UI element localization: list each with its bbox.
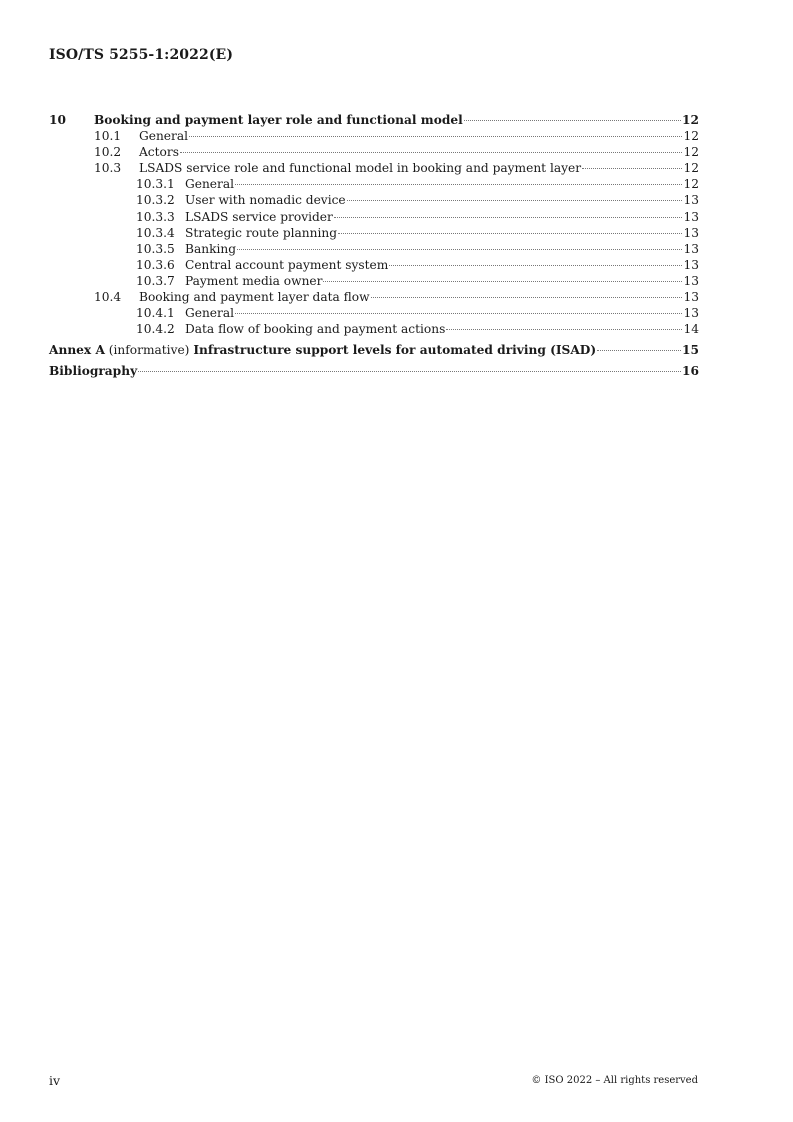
toc-number: 10.3.3 — [136, 209, 175, 224]
toc-page-number: 16 — [682, 364, 699, 379]
footer-page-number: iv — [49, 1073, 61, 1088]
dot-leader — [235, 313, 682, 314]
dot-leader — [464, 120, 681, 121]
toc-number: 10.3.1 — [136, 177, 175, 192]
toc-title: Central account payment system — [185, 257, 389, 272]
toc-entry-10-4-2[interactable] — [49, 321, 699, 337]
annex-note: (informative) — [108, 343, 190, 358]
toc-title: Bibliography — [49, 364, 138, 379]
toc-title: Data flow of booking and payment actions — [185, 322, 446, 337]
toc-title: General — [139, 129, 188, 144]
dot-leader — [235, 184, 682, 185]
annex-prefix: Annex A — [49, 343, 105, 358]
toc-number: 10.4.1 — [136, 306, 175, 321]
dot-leader — [597, 350, 681, 351]
toc-page-number: 12 — [683, 145, 699, 160]
toc-title: LSADS service role and functional model in booking and payment layer — [139, 161, 582, 176]
toc-number: 10 — [49, 113, 66, 127]
dot-leader — [334, 217, 683, 218]
footer-copyright: © ISO 2022 – All rights reserved — [531, 1075, 698, 1086]
toc-page-number: 13 — [683, 273, 699, 288]
toc-entry-10-4-1[interactable] — [49, 305, 699, 321]
toc-entry-10-3-3[interactable] — [49, 209, 699, 225]
toc-page-number: 13 — [683, 193, 699, 208]
toc-number: 10.2 — [94, 145, 122, 160]
toc-entry-10-3-2[interactable] — [49, 192, 699, 208]
toc-entry-10-3-6[interactable] — [49, 257, 699, 273]
toc-number: 10.3.6 — [136, 257, 175, 272]
toc-page-number: 12 — [683, 177, 699, 192]
dot-leader — [237, 249, 682, 250]
dot-leader — [389, 265, 682, 266]
toc-entry-10-2[interactable] — [49, 144, 699, 160]
toc-title: General — [185, 177, 234, 192]
toc-title: General — [185, 306, 234, 321]
toc-page-number: 15 — [682, 343, 699, 358]
toc-title: User with nomadic device — [185, 193, 346, 208]
dot-leader — [180, 152, 683, 153]
toc-entry-annex-a[interactable] — [49, 342, 699, 358]
toc-number: 10.4 — [94, 290, 122, 305]
dot-leader — [138, 371, 681, 372]
toc-entry-bibliography[interactable] — [49, 363, 699, 379]
toc-entry-10-1[interactable] — [49, 128, 699, 144]
toc-number: 10.3.5 — [136, 241, 175, 256]
dot-leader — [189, 136, 682, 137]
toc-entry-10-3[interactable] — [49, 160, 699, 176]
toc-page-number: 13 — [683, 290, 699, 305]
toc-title: Booking and payment layer role and functional model — [94, 113, 463, 127]
toc-entry-10-4[interactable] — [49, 289, 699, 305]
document-id: ISO/TS 5255-1:2022(E) — [49, 47, 234, 63]
toc-page-number: 13 — [683, 209, 699, 224]
toc-title: Booking and payment layer data flow — [139, 290, 370, 305]
toc-title: Actors — [139, 145, 179, 160]
toc-entry-clause-10[interactable] — [49, 112, 699, 128]
toc-page-number: 13 — [683, 306, 699, 321]
toc-page-number: 13 — [683, 257, 699, 272]
dot-leader — [371, 297, 683, 298]
toc-number: 10.1 — [94, 129, 122, 144]
toc-title: LSADS service provider — [185, 209, 333, 224]
toc-title: Payment media owner — [185, 273, 323, 288]
toc-number: 10.3.4 — [136, 225, 175, 240]
dot-leader — [323, 281, 682, 282]
toc-page-number: 13 — [683, 241, 699, 256]
toc-entry-10-3-7[interactable] — [49, 273, 699, 289]
toc-entry-10-3-5[interactable] — [49, 241, 699, 257]
toc-page-number: 13 — [683, 225, 699, 240]
table-of-contents — [49, 112, 699, 380]
toc-entry-10-3-1[interactable] — [49, 176, 699, 192]
toc-title: Banking — [185, 241, 237, 256]
toc-page-number: 14 — [683, 322, 699, 337]
toc-number: 10.3.7 — [136, 273, 175, 288]
toc-number: 10.3.2 — [136, 193, 175, 208]
toc-entry-10-3-4[interactable] — [49, 225, 699, 241]
dot-leader — [338, 233, 682, 234]
toc-page-number: 12 — [683, 129, 699, 144]
toc-number: 10.4.2 — [136, 322, 175, 337]
toc-title: Infrastructure support levels for automated driving (ISAD) — [193, 343, 597, 358]
dot-leader — [347, 200, 683, 201]
toc-title: Strategic route planning — [185, 225, 338, 240]
dot-leader — [582, 168, 682, 169]
toc-page-number: 12 — [682, 113, 699, 127]
toc-page-number: 12 — [683, 161, 699, 176]
dot-leader — [446, 329, 682, 330]
toc-number: 10.3 — [94, 161, 122, 176]
